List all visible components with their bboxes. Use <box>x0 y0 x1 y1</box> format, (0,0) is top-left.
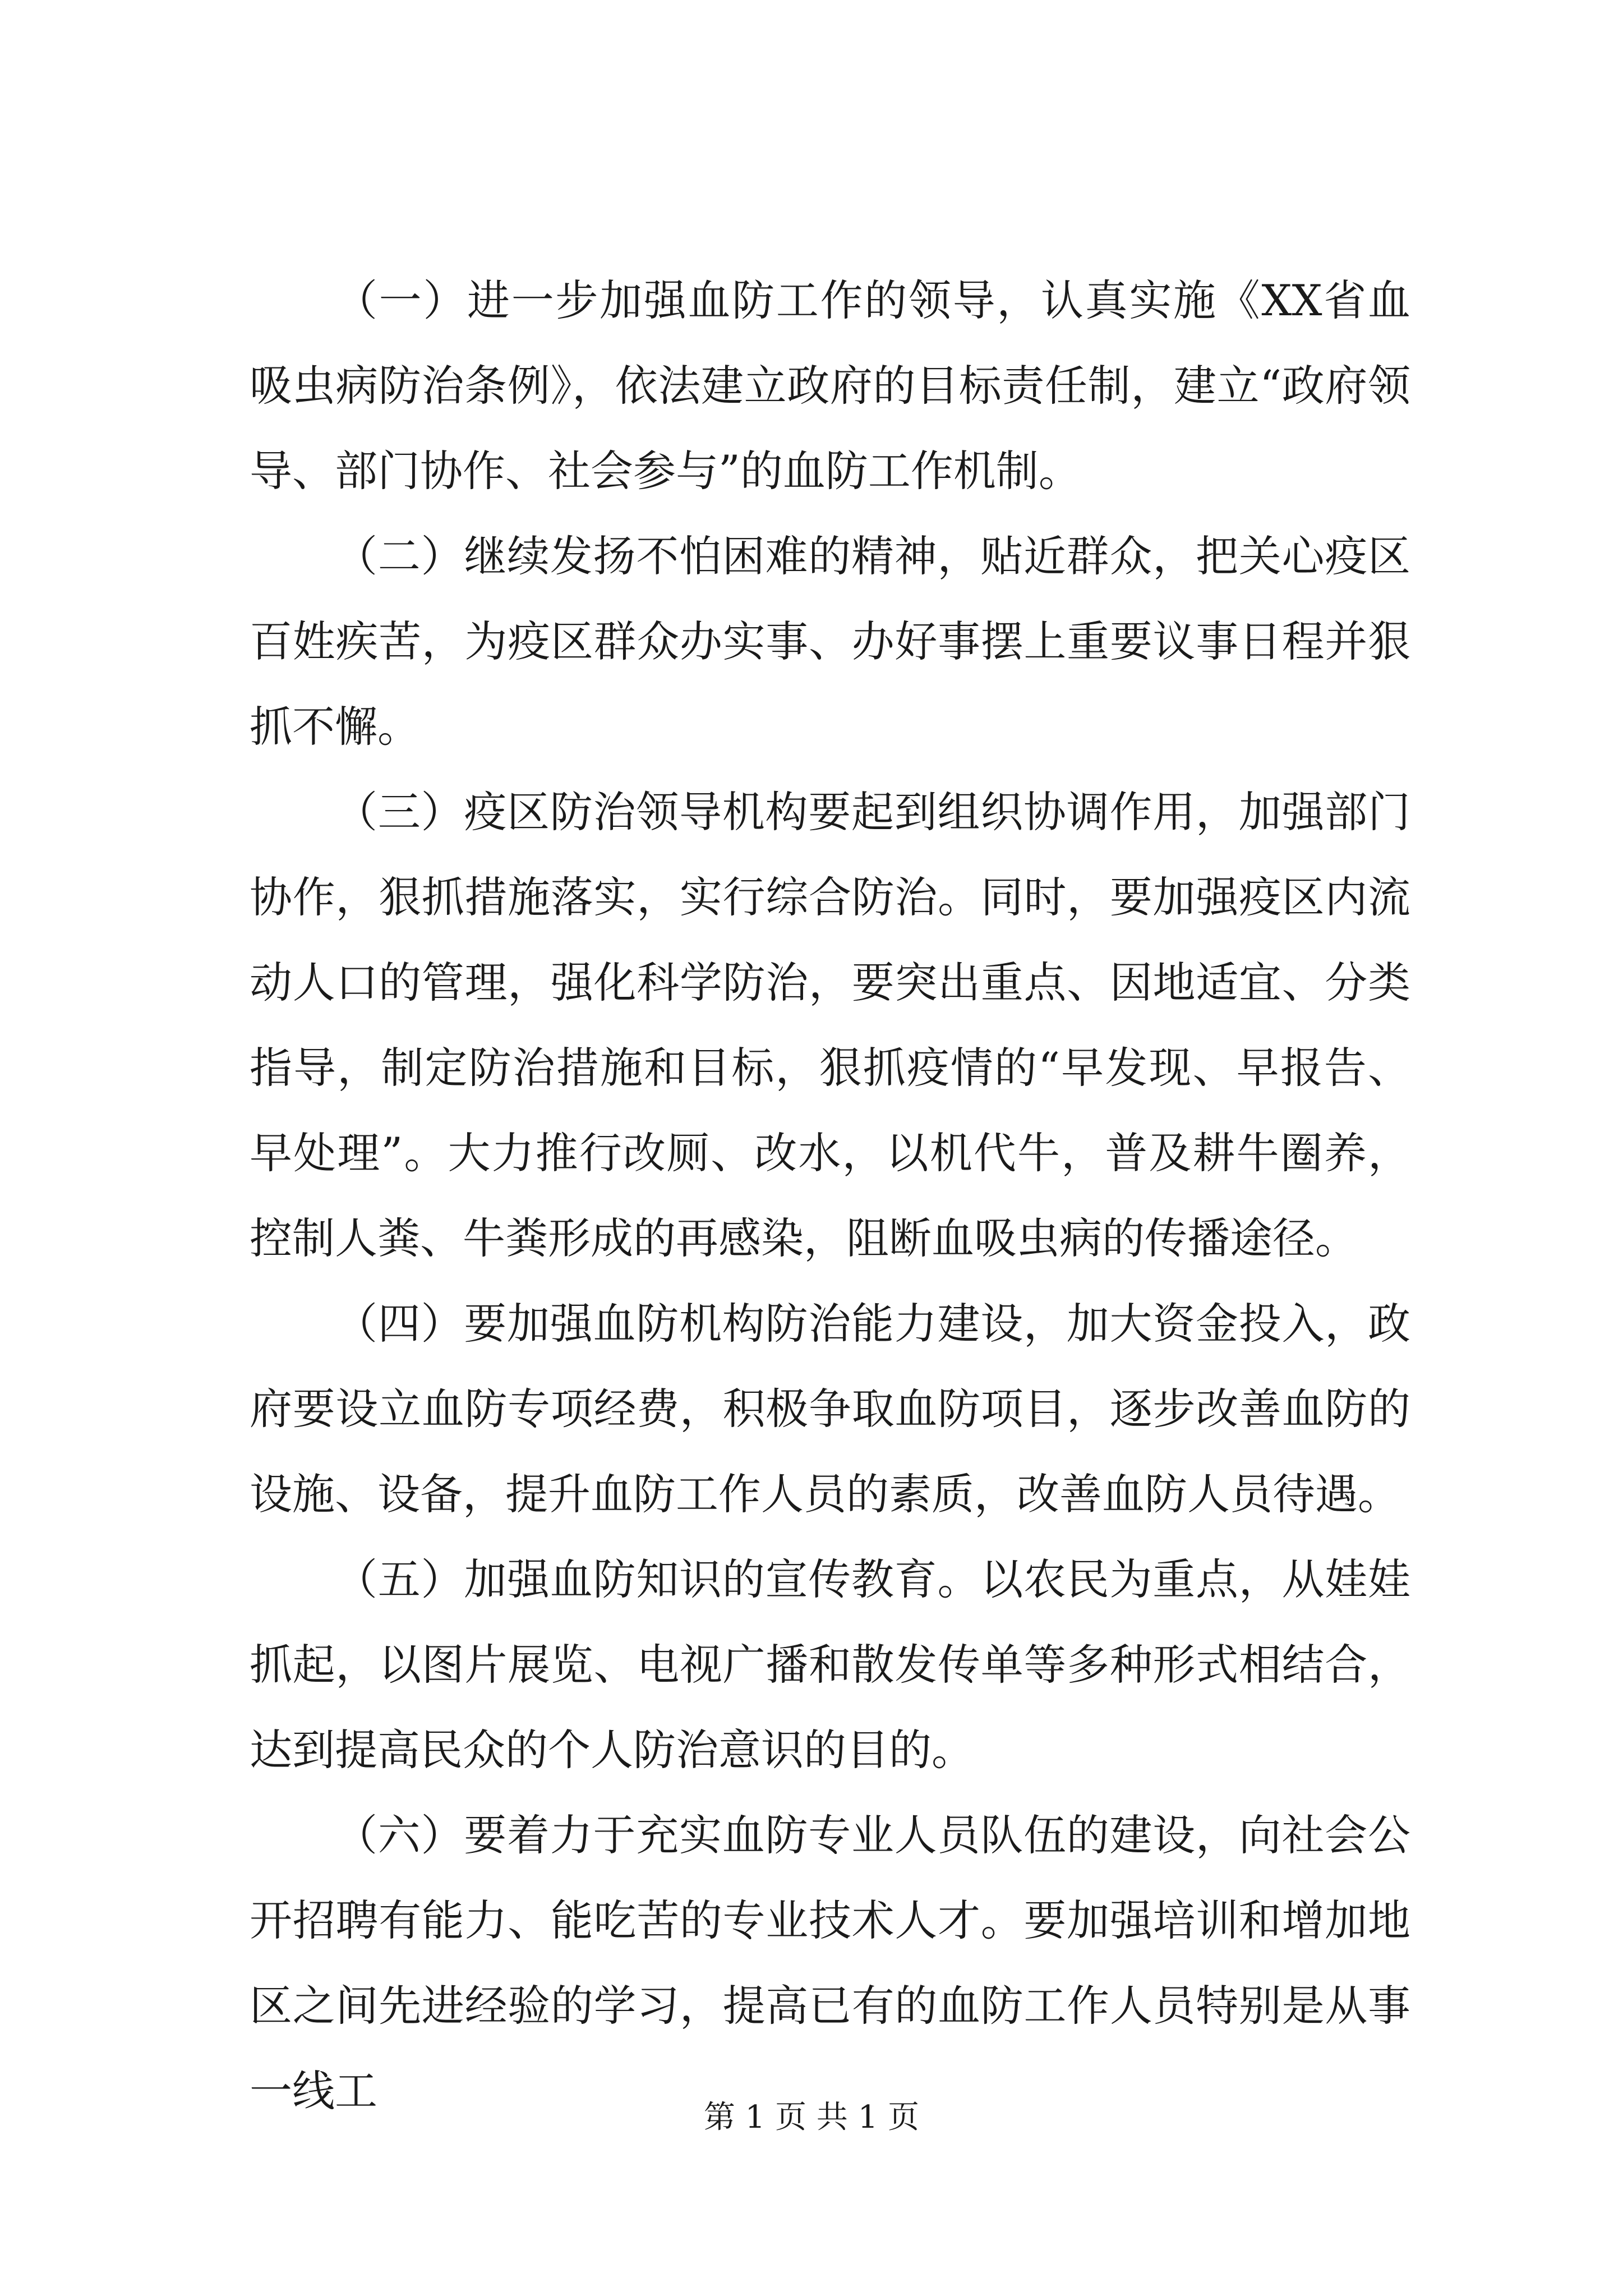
page-footer: 第 1 页 共 1 页 <box>703 2099 920 2136</box>
paragraph-3: （三）疫区防治领导机构要起到组织协调作用，加强部门协作，狠抓措施落实，实行综合防治。同时，要加强疫区内流动人口的管理，强化科学防治，要突出重点、因地适宜、分类指导，制定防治措施和目标，狠抓疫情的“早发现、早报告、早处理”。大力推行改厕、改水，以机代牛，普及耕牛圈养，控制人粪、牛粪形成的再感染，阻断血吸虫病的传播途径。 <box>250 787 1410 1263</box>
paragraph-2: （二）继续发扬不怕困难的精神，贴近群众，把关心疫区百姓疾苦，为疫区群众办实事、办好事摆上重要议事日程并狠抓不懈。 <box>250 531 1410 752</box>
paragraph-5: （五）加强血防知识的宣传教育。以农民为重点，从娃娃抓起，以图片展览、电视广播和散发传单等多种形式相结合，达到提高民众的个人防治意识的目的。 <box>250 1554 1410 1775</box>
paragraph-4: （四）要加强血防机构防治能力建设，加大资金投入，政府要设立血防专项经费，积极争取血防项目，逐步改善血防的设施、设备，提升血防工作人员的素质，改善血防人员待遇。 <box>250 1299 1410 1519</box>
document-body <box>250 258 1410 2134</box>
paragraph-1: （一）进一步加强血防工作的领导，认真实施《XX省血吸虫病防治条例》，依法建立政府的目标责任制，建立“政府领导、部门协作、社会参与”的血防工作机制。 <box>250 275 1410 496</box>
paragraph-6: （六）要着力于充实血防专业人员队伍的建设，向社会公开招聘有能力、能吃苦的专业技术人才。要加强培训和增加地区之间先进经验的学习，提高已有的血防工作人员特别是从事一线工 <box>250 1810 1410 2116</box>
